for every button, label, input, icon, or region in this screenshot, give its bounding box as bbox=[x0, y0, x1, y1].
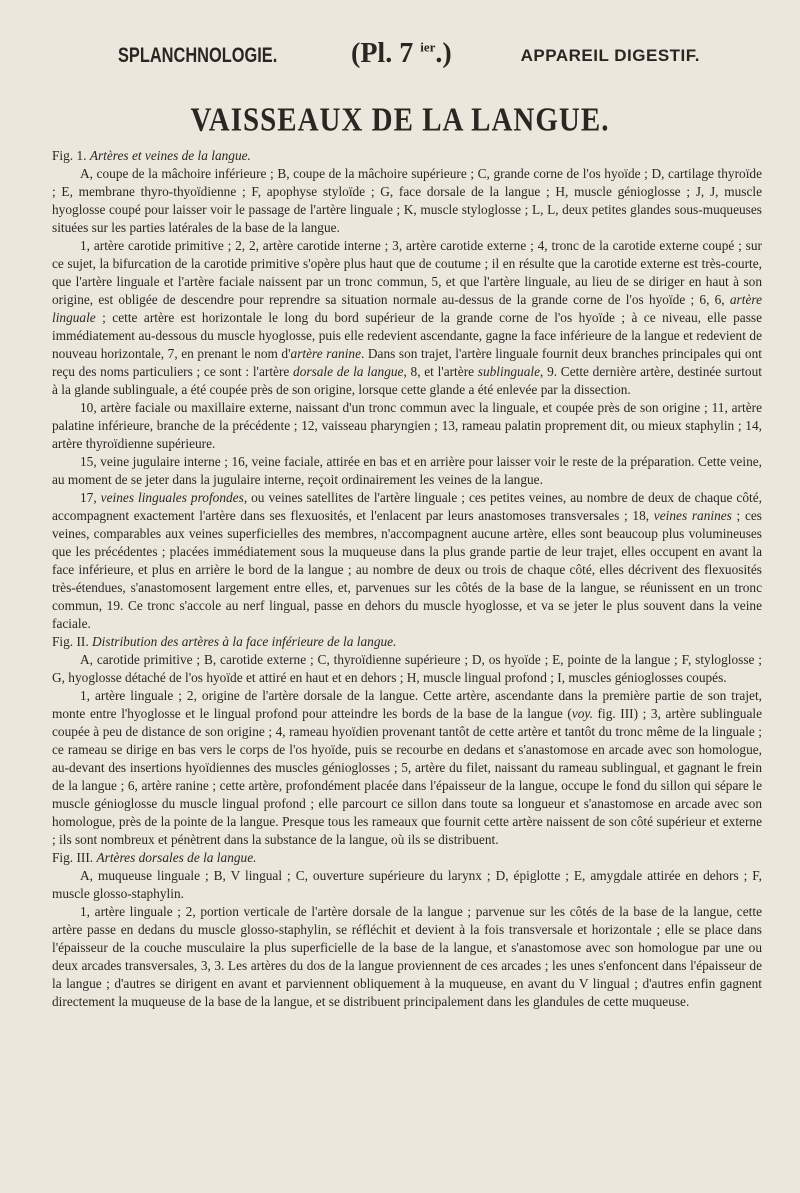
legend-paragraph: A, coupe de la mâchoire inférieure ; B, coupe de la mâchoire supérieure ; C, grande corne de l'os hyoïde ; D, cartilage thyroïde ; E, membrane thyro-thyoïdienne ; F, apophyse styloïde ; G, face dorsale de la langue ; H, muscle génioglosse ; J, J, muscle hyoglosse coupé pour laisser voir le passage de l'artère linguale ; K, muscle styloglosse ; L, L, deux petites glandes sous-muqueuses situées sur les parties latérales de la base de la langue. bbox=[52, 166, 762, 235]
legend-paragraph: 1, artère linguale ; 2, portion verticale de l'artère dorsale de la langue ; parvenue sur les côtés de la base de la langue, cette artère passe en dedans du muscle glosso-staphylin, se réfléchit et devient à la fois transversale et horizontale ; elle se place dans l'épaisseur de la couche musculaire la plus superficielle de la base de la langue, et s'anastomose avec son homologue par une ou deux arcades transversales, 3, 3. Les artères du dos de la langue proviennent de ces arcades ; les unes s'enfoncent dans l'épaisseur de la langue ; d'autres se dirigent en avant et parviennent obliquement à la muqueuse, en avant du V lingual ; d'autres enfin gagnent directement la muqueuse de la base de la langue, et se distribuent principalement dans les glandules de cette muqueuse. bbox=[52, 904, 762, 1009]
header-chapter: APPAREIL DIGESTIF. bbox=[520, 46, 700, 65]
body-text bbox=[52, 147, 762, 1011]
running-header bbox=[118, 38, 700, 78]
figure-caption: Fig. II. Distribution des artères à la face inférieure de la langue. bbox=[52, 634, 397, 649]
plate-sup: ier bbox=[420, 39, 436, 55]
legend-paragraph: A, carotide primitive ; B, carotide externe ; C, thyroïdienne supérieure ; D, os hyoïde ; E, pointe de la langue ; F, styloglosse ; G, hyoglosse détaché de l'os hyoïde et attiré en haut et en dehors ; H, muscle lingual profond ; I, muscles génioglosses coupés. bbox=[52, 652, 762, 685]
plate-label: (Pl. 7 bbox=[351, 38, 414, 69]
figure-caption: Fig. III. Artères dorsales de la langue. bbox=[52, 850, 257, 865]
legend-paragraph: 10, artère faciale ou maxillaire externe, naissant d'un tronc commun avec la linguale, et coupée près de son origine ; 11, artère palatine inférieure, branche de la précédente ; 12, vaisseau pharyngien ; 13, rameau palatin proprement dit, ou mieux staphylin ; 14, artère thyroïdienne supérieure. bbox=[52, 400, 762, 451]
legend-paragraph: 17, veines linguales profondes, ou veines satellites de l'artère linguale ; ces petites veines, au nombre de deux de chaque côté, accompagnent exactement l'artère dans ses flexuosités, et l'enlacent par leurs anastomoses transversales ; 18, veines ranines ; ces veines, comparables aux veines superficielles des membres, n'accompagnent aucune artère, elles sont beaucoup plus volumineuses que les précédentes ; placées immédiatement sous la muqueuse dans la plus grande partie de leur trajet, elles occupent en avant la face inférieure, et plus en arrière le bord de la langue ; au nombre de deux ou trois de chaque côté, elles décrivent des flexuosités très-étendues, s'anastomosent largement entre elles, et, parvenues sur les côtés de la base de la langue, se réunissent en un tronc commun, 19. Ce tronc s'accole au nerf lingual, passe en dehors du muscle hyoglosse, et va se jeter le plus souvent dans la veine faciale. bbox=[52, 490, 762, 631]
legend-paragraph: 15, veine jugulaire interne ; 16, veine faciale, attirée en bas et en arrière pour laisser voir le reste de la préparation. Cette veine, au moment de se jeter dans la jugulaire interne, reçoit ordinairement les veines de la langue. bbox=[52, 454, 762, 487]
page-title: VAISSEAUX DE LA LANGUE. bbox=[190, 101, 610, 139]
legend-paragraph: 1, artère carotide primitive ; 2, 2, artère carotide interne ; 3, artère carotide externe ; 4, tronc de la carotide externe coupé ; sur ce sujet, la bifurcation de la carotide primitive s'opère plus haut que de coutume ; il en résulte que la carotide externe est très-courte, que l'artère linguale et l'artère faciale naissent par un tronc commun, 5, et que l'artère linguale, au lieu de se diriger en haut à son origine, est obligée de descendre pour reprendre sa situation normale au-dessus de la grande corne de l'os hyoïde ; 6, 6, artère linguale ; cette artère est horizontale le long du bord supérieur de la grande corne de l'os hyoïde ; à ce niveau, elle passe immédiatement au-dessous du muscle hyoglosse, puis elle redevient ascendante, gagne la face inférieure de la langue et redevient de nouveau horizontale, 7, en prenant le nom d'artère ranine. Dans son trajet, l'artère linguale fournit deux branches principales qui ont reçu des noms particuliers ; ce sont : l'artère dorsale de la langue, 8, et l'artère sublinguale, 9. Cette dernière artère, destinée surtout à la glande sublinguale, a été coupée près de son origine, lorsque cette glande a été enlevée par la dissection. bbox=[52, 238, 762, 397]
figure-caption: Fig. 1. Artères et veines de la langue. bbox=[52, 148, 251, 163]
legend-paragraph: A, muqueuse linguale ; B, V lingual ; C, ouverture supérieure du larynx ; D, épiglotte ; E, amygdale attirée en dehors ; F, muscle glosso-staphylin. bbox=[52, 868, 762, 901]
legend-paragraph: 1, artère linguale ; 2, origine de l'artère dorsale de la langue. Cette artère, ascendante dans la première partie de son trajet, monte entre l'hyoglosse et le lingual profond pour atteindre les bords de la base de la langue (voy. fig. III) ; 3, artère sublinguale coupée à peu de distance de son origine ; 4, rameau hyoïdien provenant tantôt de cette artère et tantôt du tronc même de la linguale ; ce rameau se dirige en bas vers le corps de l'os hyoïde, puis se recourbe en dedans et s'anastomose en arcade avec son homologue, au-devant des insertions hyoïdiennes des muscles génioglosses ; 5, artère du filet, naissant du rameau sublingual, et gagnant le frein de la langue ; 6, artère ranine ; cette artère, profondément placée dans l'épaisseur de la langue, occupe le fond du sillon qui sépare le muscle génioglosse du muscle lingual profond ; elle parcourt ce sillon dans toute sa longueur et s'anastomose en arcade avec son homologue, près de la pointe de la langue. Presque tous les rameaux que fournit cette artère naissent de son côté supérieur et externe ; ils sont nombreux et pénètrent dans la substance de la langue, où ils se distribuent. bbox=[52, 688, 762, 847]
plate-close: .) bbox=[435, 38, 452, 69]
header-section: SPLANCHNOLOGIE. bbox=[118, 44, 278, 67]
plate-number bbox=[351, 38, 452, 70]
